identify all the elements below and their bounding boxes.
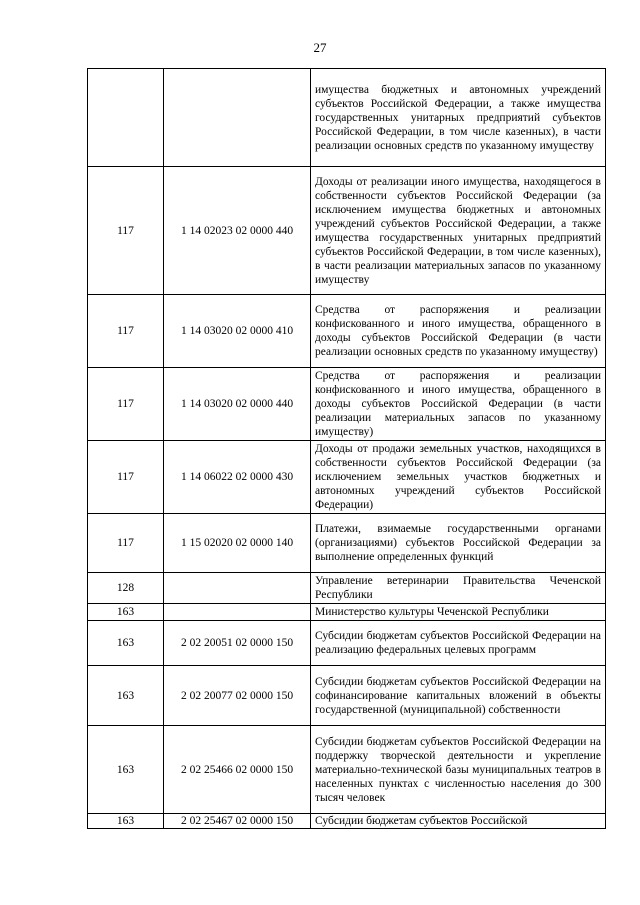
description-cell: Министерство культуры Чеченской Республики	[311, 604, 606, 621]
admin-code-cell: 117	[88, 441, 164, 514]
description-cell: Средства от распоряжения и реализации конфискованного и иного имущества, обращенного в доходы субъектов Российской Федерации (в части реализации материальных запасов по указанному имуществу)	[311, 368, 606, 441]
table-row	[88, 441, 606, 514]
table-row	[88, 167, 606, 295]
admin-code-cell: 117	[88, 167, 164, 295]
admin-code-cell: 163	[88, 621, 164, 666]
admin-code-cell: 117	[88, 368, 164, 441]
table-row	[88, 726, 606, 814]
description-cell: Субсидии бюджетам субъектов Российской Федерации на софинансирование капитальных вложений в объекты государственной (муниципальной) собственности	[311, 666, 606, 726]
table-row	[88, 295, 606, 368]
budget-code-cell: 2 02 25467 02 0000 150	[164, 814, 311, 829]
admin-code-cell: 163	[88, 814, 164, 829]
table-row	[88, 621, 606, 666]
table-row	[88, 573, 606, 604]
budget-code-cell	[164, 604, 311, 621]
budget-code-cell	[164, 69, 311, 167]
table-row	[88, 514, 606, 573]
budget-code-cell: 1 14 02023 02 0000 440	[164, 167, 311, 295]
description-cell: Субсидии бюджетам субъектов Российской Федерации на поддержку творческой деятельности и укрепление материально-технической базы муниципальных театров в населенных пунктах с численностью населения до 300 тысяч человек	[311, 726, 606, 814]
admin-code-cell: 163	[88, 666, 164, 726]
budget-code-cell: 2 02 20077 02 0000 150	[164, 666, 311, 726]
table-row	[88, 368, 606, 441]
admin-code-cell: 163	[88, 604, 164, 621]
page-number: 27	[313, 40, 327, 55]
description-cell: Управление ветеринарии Правительства Чеченской Республики	[311, 573, 606, 604]
table-row	[88, 69, 606, 167]
admin-code-cell: 117	[88, 514, 164, 573]
table-row	[88, 666, 606, 726]
table-row	[88, 814, 606, 829]
description-cell: Субсидии бюджетам субъектов Российской Федерации на реализацию федеральных целевых программ	[311, 621, 606, 666]
admin-code-cell	[88, 69, 164, 167]
budget-code-cell: 2 02 20051 02 0000 150	[164, 621, 311, 666]
budget-code-cell: 1 14 03020 02 0000 440	[164, 368, 311, 441]
budget-revenue-table	[87, 68, 606, 829]
description-cell: Доходы от реализации иного имущества, находящегося в собственности субъектов Российской Федерации (за исключением имущества бюджетных и автономных учреждений субъектов Российской Федерации, а также имущества государственных унитарных предприятий субъектов Российской Федерации, в том числе казенных), в части реализации материальных запасов по указанному имуществу	[311, 167, 606, 295]
description-cell: Средства от распоряжения и реализации конфискованного и иного имущества, обращенного в доходы субъектов Российской Федерации (в части реализации основных средств по указанному имуществу)	[311, 295, 606, 368]
table-row	[88, 604, 606, 621]
description-cell: Субсидии бюджетам субъектов Российской	[311, 814, 606, 829]
description-cell: имущества бюджетных и автономных учреждений субъектов Российской Федерации, а также имущества государственных унитарных предприятий субъектов Российской Федерации, в том числе казенных), в части реализации основных средств по указанному имуществу	[311, 69, 606, 167]
budget-code-cell	[164, 573, 311, 604]
budget-code-cell: 1 14 03020 02 0000 410	[164, 295, 311, 368]
admin-code-cell: 128	[88, 573, 164, 604]
description-cell: Доходы от продажи земельных участков, находящихся в собственности субъектов Российской Федерации (за исключением земельных участков бюджетных и автономных учреждений субъектов Российской Федерации)	[311, 441, 606, 514]
budget-code-cell: 1 15 02020 02 0000 140	[164, 514, 311, 573]
admin-code-cell: 117	[88, 295, 164, 368]
description-cell: Платежи, взимаемые государственными органами (организациями) субъектов Российской Федерации за выполнение определенных функций	[311, 514, 606, 573]
budget-code-cell: 2 02 25466 02 0000 150	[164, 726, 311, 814]
admin-code-cell: 163	[88, 726, 164, 814]
budget-code-cell: 1 14 06022 02 0000 430	[164, 441, 311, 514]
